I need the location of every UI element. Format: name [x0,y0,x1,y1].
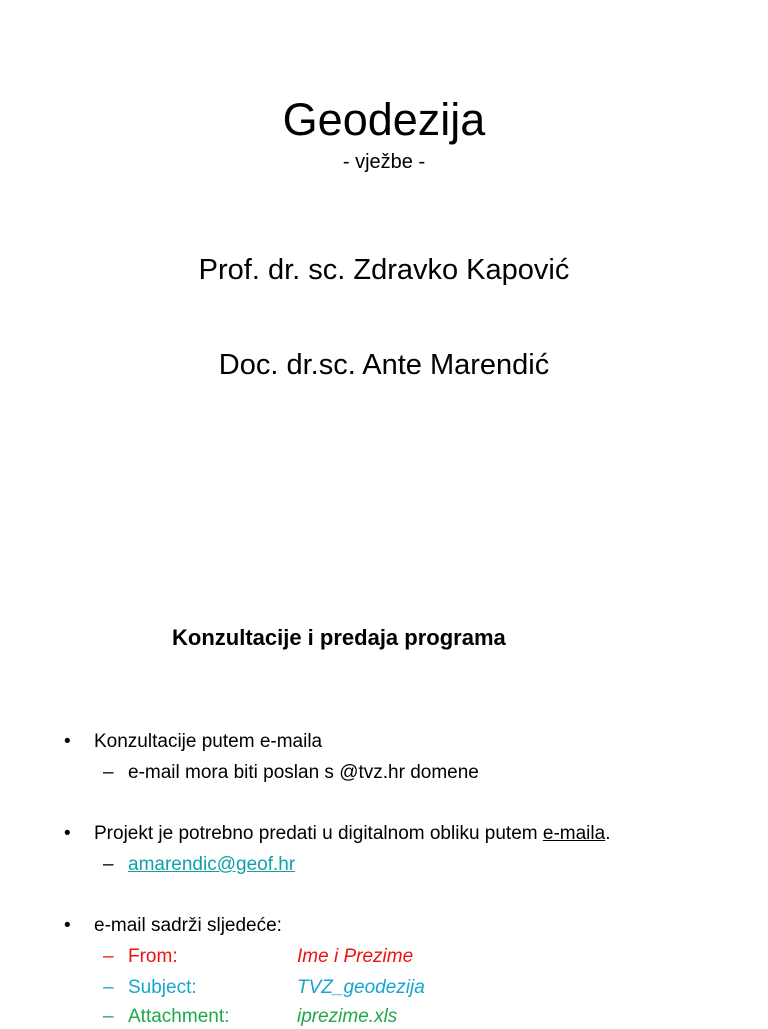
field-subject-label: Subject: [128,977,197,998]
bullet-project-period: . [605,823,611,844]
email-link[interactable]: e-maila [542,823,606,844]
field-subject-value: TVZ_geodezija [297,977,425,998]
bullet-consultations: Konzultacije putem e-maila [94,731,323,752]
dash-marker: – [103,762,114,783]
bullet-project-text: Projekt je potrebno predati u digitalnom obliku putem [94,823,543,844]
bullet-marker: • [64,915,71,936]
dash-marker: – [103,854,114,875]
section-heading: Konzultacije i predaja programa [172,625,506,650]
contact-email-link[interactable]: amarendic@geof.hr [128,854,296,875]
field-from-label: From: [128,946,178,967]
bullet-marker: • [64,731,71,752]
dash-marker: – [103,977,114,998]
author-2: Doc. dr.sc. Ante Marendić [218,349,550,381]
bullet-email-contents: e-mail sadrži sljedeće: [94,915,282,936]
bullet-marker: • [64,823,71,844]
field-from-value: Ime i Prezime [297,946,414,967]
field-attachment-value: iprezime.xls [297,1006,398,1027]
author-1: Prof. dr. sc. Zdravko Kapović [198,254,570,286]
dash-marker: – [103,1006,114,1027]
document-title: Geodezija [282,94,486,145]
field-attachment-label: Attachment: [128,1006,230,1027]
dash-marker: – [103,946,114,967]
sub-item-email-domain: e-mail mora biti poslan s @tvz.hr domene [128,762,479,783]
bullet-project-submission [94,822,610,846]
document-subtitle: - vježbe - [342,151,426,173]
